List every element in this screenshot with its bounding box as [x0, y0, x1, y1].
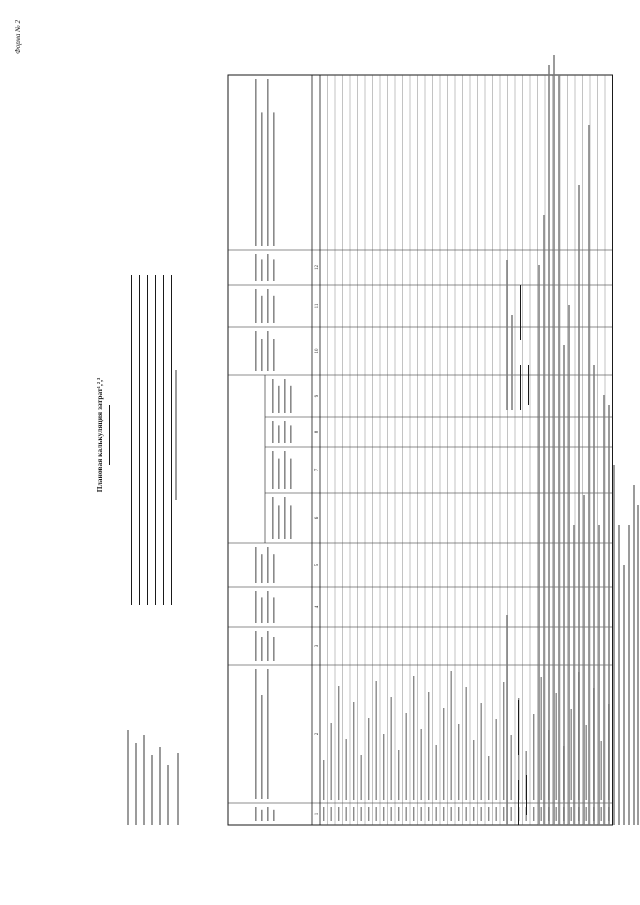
column-header-caption [261, 296, 263, 323]
row-code-caption [443, 807, 444, 821]
column-number: 8 [315, 430, 320, 434]
footnote-line [548, 65, 550, 825]
row-label-caption [398, 750, 399, 800]
row-label-caption [323, 760, 324, 800]
column-header-caption [255, 591, 257, 623]
column-header-caption [273, 296, 275, 323]
column-header-caption [261, 810, 263, 821]
column-header-caption [290, 505, 292, 539]
column-header-caption [267, 807, 269, 821]
row-label-caption [488, 756, 489, 800]
footnote-line [603, 395, 605, 825]
footnote-line [553, 55, 555, 825]
column-number: 11 [315, 303, 320, 309]
column-header-caption [267, 591, 269, 623]
row-label-caption [473, 740, 474, 800]
column-header-caption [272, 421, 274, 443]
row-code-caption [458, 807, 459, 821]
column-header-caption [255, 547, 257, 583]
row-label-caption [368, 718, 369, 800]
row-code-caption [503, 807, 504, 821]
column-header-caption [290, 459, 292, 489]
column-header-caption [261, 695, 263, 799]
date-line [528, 365, 529, 405]
row-code-caption [511, 807, 512, 821]
row-code-caption [571, 807, 572, 821]
row-code-caption [541, 807, 542, 821]
row-code-caption [481, 807, 482, 821]
row-code-caption [368, 807, 369, 821]
row-label-caption [406, 713, 407, 800]
row-code-caption [488, 807, 489, 821]
row-label-caption [601, 741, 602, 800]
form-number: Форма № 2 [14, 20, 22, 54]
column-header-caption [267, 631, 269, 661]
row-label-caption [458, 724, 459, 800]
column-header-caption [261, 112, 263, 246]
column-header-caption [267, 547, 269, 583]
footnote-line [593, 365, 595, 825]
footnote-line [573, 525, 575, 825]
column-header-caption [255, 807, 257, 821]
row-code-caption [331, 807, 332, 821]
signature-line [518, 700, 519, 755]
row-code-caption [556, 807, 557, 821]
column-header-caption [255, 79, 257, 246]
signature-line [518, 780, 519, 825]
column-header-caption [273, 259, 275, 281]
column-header-caption [284, 497, 286, 539]
row-label-caption [571, 709, 572, 800]
row-code-caption [436, 807, 437, 821]
column-header-caption [255, 631, 257, 661]
row-code-caption [353, 807, 354, 821]
signature-caption [506, 260, 508, 410]
document-title: Плановая калькуляция затрат¹,²,³ [95, 377, 104, 493]
column-number: 9 [315, 394, 320, 398]
row-code-caption [421, 807, 422, 821]
column-number: 12 [315, 265, 320, 270]
footnote-line [543, 215, 545, 825]
footnote-line [598, 525, 600, 825]
row-label-caption [391, 697, 392, 800]
row-code-caption [586, 807, 587, 821]
column-header-caption [273, 339, 275, 371]
signature-line [520, 285, 521, 340]
footnote-line [637, 505, 639, 825]
column-header-caption [267, 79, 269, 246]
row-code-caption [533, 807, 534, 821]
footnote-line [628, 525, 630, 825]
column-header-caption [273, 554, 275, 583]
row-code-caption [391, 807, 392, 821]
column-number: 4 [315, 605, 320, 609]
column-header-caption [255, 331, 257, 371]
column-header-caption [273, 637, 275, 661]
row-label-caption [361, 755, 362, 800]
column-header-caption [278, 425, 280, 443]
row-label-caption [533, 714, 534, 800]
column-number: 10 [315, 348, 320, 354]
row-code-caption [473, 807, 474, 821]
row-code-caption [601, 807, 602, 821]
row-label-caption [428, 692, 429, 800]
column-header-caption [255, 254, 257, 281]
row-label-caption [586, 725, 587, 800]
footnote-line [623, 565, 625, 825]
footnote-line [618, 525, 620, 825]
row-code-caption [398, 807, 399, 821]
column-number: 3 [315, 644, 320, 648]
row-label-caption [436, 745, 437, 800]
footnote-line [608, 405, 610, 825]
row-label-caption [383, 734, 384, 800]
row-label-caption [481, 703, 482, 800]
row-label-caption [338, 686, 339, 800]
footnote-line [558, 75, 560, 825]
row-label-caption [443, 708, 444, 800]
row-code-caption [376, 807, 377, 821]
column-header-caption [267, 254, 269, 281]
footnote-line [578, 185, 580, 825]
column-header-caption [261, 554, 263, 583]
footnote-line [568, 305, 570, 825]
column-header-caption [273, 810, 275, 821]
column-header-caption [272, 451, 274, 489]
row-code-caption [338, 807, 339, 821]
column-header-caption [278, 459, 280, 489]
footnote-line [563, 345, 565, 825]
footnote-line [588, 125, 590, 825]
column-header-caption [290, 425, 292, 443]
column-header-caption [272, 497, 274, 539]
signature-caption [506, 615, 508, 825]
column-header-caption [278, 505, 280, 539]
footnote-line [583, 495, 585, 825]
row-label-caption [421, 729, 422, 800]
row-code-caption [346, 807, 347, 821]
row-code-caption [496, 807, 497, 821]
column-number: 6 [315, 516, 320, 520]
signature-line [520, 365, 521, 410]
column-header-caption [273, 112, 275, 246]
row-code-caption [383, 807, 384, 821]
row-label-caption [466, 687, 467, 800]
row-label-caption [413, 676, 414, 800]
column-header-caption [278, 386, 280, 413]
row-label-caption [511, 735, 512, 800]
row-code-caption [413, 807, 414, 821]
column-header-caption [284, 379, 286, 413]
footnote-line [633, 485, 635, 825]
column-header-caption [267, 669, 269, 799]
column-number: 2 [315, 732, 320, 736]
column-header-caption [273, 597, 275, 623]
row-label-caption [346, 739, 347, 800]
column-header-caption [261, 259, 263, 281]
row-label-caption [556, 693, 557, 800]
row-code-caption [428, 807, 429, 821]
row-code-caption [361, 807, 362, 821]
footnote-line [538, 265, 540, 825]
column-number: 1 [315, 812, 320, 816]
column-header-caption [284, 451, 286, 489]
row-label-caption [503, 682, 504, 800]
column-header-caption [290, 386, 292, 413]
row-label-caption [496, 719, 497, 800]
column-header-caption [267, 331, 269, 371]
date-line [526, 775, 527, 815]
column-number: 7 [315, 468, 320, 472]
row-code-caption [451, 807, 452, 821]
row-code-caption [406, 807, 407, 821]
column-header-caption [255, 669, 257, 799]
signature-caption [511, 315, 513, 410]
column-number: 5 [315, 563, 320, 567]
row-label-caption [376, 681, 377, 800]
column-header-caption [261, 339, 263, 371]
column-header-caption [284, 421, 286, 443]
row-code-caption [466, 807, 467, 821]
column-header-caption [261, 637, 263, 661]
row-label-caption [353, 702, 354, 800]
column-header-caption [267, 289, 269, 323]
column-header-caption [261, 597, 263, 623]
footnote-line [613, 465, 615, 825]
column-header-caption [272, 379, 274, 413]
row-label-caption [541, 677, 542, 800]
row-label-caption [331, 723, 332, 800]
row-code-caption [323, 807, 324, 821]
row-label-caption [451, 671, 452, 800]
column-header-caption [255, 289, 257, 323]
